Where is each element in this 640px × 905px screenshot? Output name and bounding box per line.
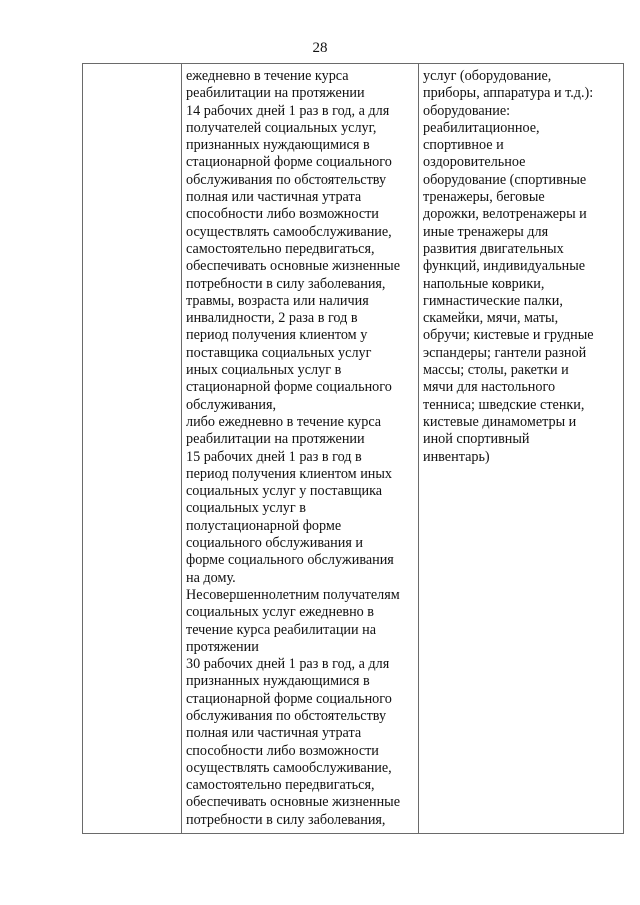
equipment-text-line: иной спортивный	[423, 431, 530, 448]
schedule-text-line: полустационарной форме	[186, 517, 342, 534]
schedule-text-line: социальных услуг в	[186, 500, 306, 517]
schedule-text-line: 14 рабочих дней 1 раз в год, а для	[186, 102, 390, 119]
equipment-text-line: кистевые динамометры и	[423, 413, 577, 430]
schedule-text-line: самостоятельно передвигаться,	[186, 240, 375, 257]
equipment-text-line: оборудование:	[423, 102, 511, 119]
schedule-text-line: протяжении	[186, 638, 259, 655]
schedule-text-line: обеспечивать основные жизненные	[186, 258, 400, 275]
schedule-text-line: обслуживания по обстоятельству	[186, 171, 387, 188]
equipment-text	[419, 64, 623, 466]
page-number: 28	[312, 40, 328, 56]
schedule-text-line: социального обслуживания и	[186, 535, 363, 552]
schedule-text-line: травмы, возраста или наличия	[186, 292, 369, 309]
equipment-text-line: развития двигательных	[423, 240, 564, 257]
schedule-text-line: стационарной форме социального	[186, 379, 392, 396]
equipment-cell	[419, 64, 624, 834]
schedule-text-line: 30 рабочих дней 1 раз в год, а для	[186, 656, 390, 673]
schedule-text-line: иных социальных услуг в	[186, 362, 342, 379]
schedule-text-line: на дому.	[186, 569, 236, 586]
schedule-text-line: течение курса реабилитации на	[186, 621, 377, 638]
equipment-text-line: инвентарь)	[423, 448, 490, 465]
equipment-text-line: тренажеры, беговые	[423, 189, 545, 206]
empty-first-column-cell	[83, 64, 182, 834]
requirements-table	[82, 63, 624, 834]
equipment-text-line: массы; столы, ракетки и	[423, 362, 569, 379]
schedule-text-line: стационарной форме социального	[186, 154, 392, 171]
schedule-text-line: социальных услуг у поставщика	[186, 483, 383, 500]
schedule-text-line: полная или частичная утрата	[186, 725, 362, 742]
equipment-text-line: гимнастические палки,	[423, 292, 563, 309]
schedule-text-line: 15 рабочих дней 1 раз в год в	[186, 448, 362, 465]
table-row	[83, 64, 624, 834]
equipment-text-line: реабилитационное,	[423, 119, 540, 136]
schedule-text-line: форме социального обслуживания	[186, 552, 394, 569]
schedule-text-line: получателей социальных услуг,	[186, 119, 377, 136]
schedule-text-line: реабилитации на протяжении	[186, 431, 365, 448]
schedule-text-line: потребности в силу заболевания,	[186, 275, 386, 292]
schedule-text-line: способности либо возможности	[186, 206, 379, 223]
schedule-text-line: Несовершеннолетним получателям	[186, 586, 400, 603]
schedule-text-line: признанных нуждающимися в	[186, 137, 370, 154]
schedule-text-line: признанных нуждающимися в	[186, 673, 370, 690]
schedule-text-line: период получения клиентом у	[186, 327, 368, 344]
equipment-text-line: эспандеры; гантели разной	[423, 344, 587, 361]
equipment-text-line: тенниса; шведские стенки,	[423, 396, 585, 413]
equipment-text-line: приборы, аппаратура и т.д.):	[423, 85, 594, 102]
schedule-text-line: осуществлять самообслуживание,	[186, 759, 392, 776]
equipment-text-line: функций, индивидуальные	[423, 258, 586, 275]
equipment-text-line: дорожки, велотренажеры и	[423, 206, 587, 223]
schedule-text-line: инвалидности, 2 раза в год в	[186, 310, 358, 327]
schedule-text-line: социальных услуг ежедневно в	[186, 604, 375, 621]
schedule-text-line: период получения клиентом иных	[186, 465, 393, 482]
schedule-text-line: самостоятельно передвигаться,	[186, 777, 375, 794]
schedule-text	[182, 64, 418, 829]
schedule-text-line: потребности в силу заболевания,	[186, 811, 386, 828]
equipment-text-line: напольные коврики,	[423, 275, 545, 292]
schedule-text-line: обеспечивать основные жизненные	[186, 794, 400, 811]
schedule-text-line: реабилитации на протяжении	[186, 85, 365, 102]
schedule-text-line: обслуживания по обстоятельству	[186, 707, 387, 724]
equipment-text-line: иные тренажеры для	[423, 223, 549, 240]
schedule-text-line: поставщика социальных услуг	[186, 344, 372, 361]
schedule-text-line: осуществлять самообслуживание,	[186, 223, 392, 240]
equipment-text-line: оборудование (спортивные	[423, 171, 587, 188]
schedule-text-line: обслуживания,	[186, 396, 277, 413]
schedule-text-line: способности либо возможности	[186, 742, 379, 759]
schedule-text-line: либо ежедневно в течение курса	[186, 413, 382, 430]
equipment-text-line: услуг (оборудование,	[423, 68, 552, 84]
schedule-text-line: ежедневно в течение курса	[186, 68, 349, 84]
schedule-cell	[182, 64, 419, 834]
schedule-text-line: полная или частичная утрата	[186, 189, 362, 206]
equipment-text-line: спортивное и	[423, 137, 504, 154]
schedule-text-line: стационарной форме социального	[186, 690, 392, 707]
equipment-text-line: оздоровительное	[423, 154, 526, 171]
equipment-text-line: мячи для настольного	[423, 379, 556, 396]
equipment-text-line: обручи; кистевые и грудные	[423, 327, 594, 344]
equipment-text-line: скамейки, мячи, маты,	[423, 310, 559, 327]
